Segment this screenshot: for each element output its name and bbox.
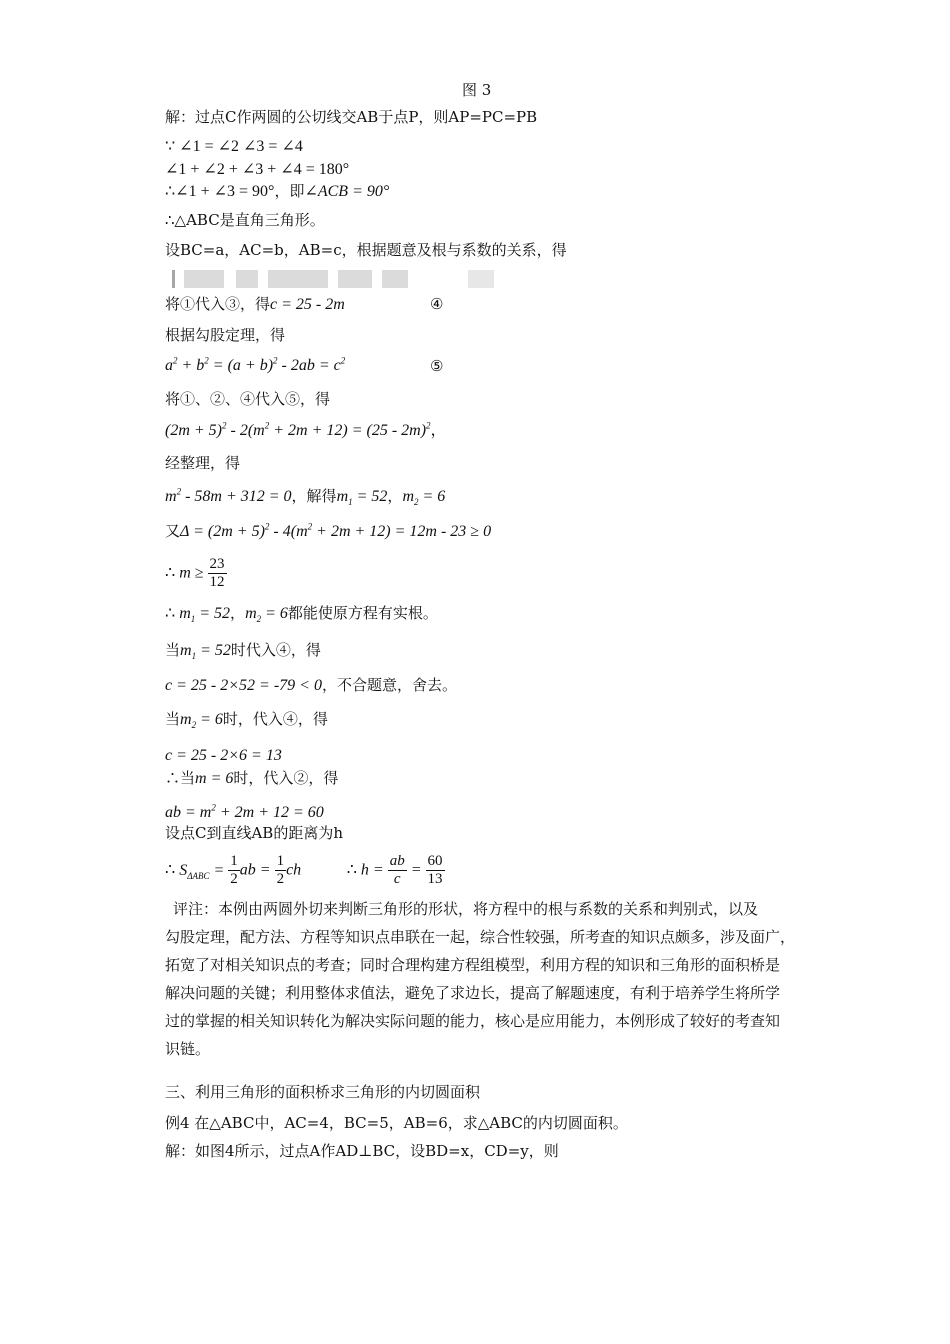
solution-line-1: 解：过点C作两圆的公切线交AB于点P，则AP=PC=PB	[165, 108, 538, 126]
garbled-equation-system-image	[172, 270, 502, 288]
solution-line-21: ab = $m^2 + 2m + 12 = 60$	[165, 802, 324, 821]
solution-line-8: 根据勾股定理，得	[165, 326, 286, 344]
comment-line: 勾股定理，配方法、方程等知识点串联在一起，综合性较强，所考查的知识点颇多，涉及面广，	[165, 928, 796, 946]
comment-line: 拓宽了对相关知识点的考查；同时合理构建方程组模型，利用方程的知识和三角形的面积桥是	[165, 956, 781, 974]
comment-line: 识链。	[165, 1040, 211, 1058]
solution-line-20: ∴当m = 6时，代入②，得	[165, 769, 339, 787]
solution-line-10: 将①、②、④代入⑤，得	[165, 390, 331, 408]
solution-line-m-ineq: ∴ m ≥ $\frac{23}{12}$	[165, 556, 225, 590]
solution-line-19: c = 25 - 2×6 = 13	[165, 747, 282, 764]
solution-line-18: 当$m_2 = 6$时，代入④，得	[165, 710, 328, 731]
example-4: 例4 在△ABC中，AC=4，BC=5，AB=6，求△ABC的内切圆面积。	[165, 1114, 628, 1132]
solution-line-15: ∴ $m_1 = 52$，$m_2 = 6$都能使原方程有实根。	[165, 604, 438, 625]
solution-line-23: ∴ $S_{\Delta ABC}$ = $\frac{1}{2}$ ab = $\frac{1}{2}$ ch ∴ h = $\frac{ab}{c}$ = $\frac{60}{13}$	[165, 853, 443, 887]
solution-line-12: 经整理，得	[165, 454, 241, 472]
solution-line-4: ∴∠1 + ∠3 = 90°，即∠ACB = 90°	[165, 182, 390, 200]
comment-line: 解决问题的关键；利用整体求值法，避免了求边长，提高了解题速度，有利于培养学生将所学	[165, 984, 781, 1002]
comment-paragraph	[165, 895, 825, 1063]
solution-line-17: c = 25 - 2×52 = -79 < 0，不合题意，舍去。	[165, 676, 457, 694]
comment-line: 过的掌握的相关知识转化为解决实际问题的能力，核心是应用能力，本例形成了较好的考查知	[165, 1012, 781, 1030]
section-heading-3: 三、利用三角形的面积桥求三角形的内切圆面积	[165, 1083, 481, 1101]
solution-line-6: 设BC=a，AC=b，AB=c，根据题意及根与系数的关系，得	[165, 241, 567, 259]
solution-line-22: 设点C到直线AB的距离为h	[165, 824, 343, 842]
solution-line-5: ∴△ABC是直角三角形。	[165, 211, 325, 229]
solution-line-14: 又$\Delta = (2m + 5)^2 - 4(m^2 + 2m + 12) = 12m - 23 \ge 0$	[165, 521, 492, 540]
solution-line-11: $(2m + 5)^2 - 2(m^2 + 2m + 12) = (25 - 2m)^2$，	[165, 420, 447, 439]
solution-line-13: $m^2 - 58m + 312 = 0$，解得$m_1 = 52$，$m_2 = 6$	[165, 486, 446, 508]
comment-line: 评注：本例由两圆外切来判断三角形的形状，将方程中的根与系数的关系和判别式，以及	[173, 900, 759, 918]
solution-line-16: 当$m_1 = 52$时代入④，得	[165, 641, 321, 662]
example-4-solution: 解：如图4所示，过点A作AD⊥BC，设BD=x，CD=y，则	[165, 1142, 559, 1160]
figure-caption: 图 3	[462, 81, 492, 99]
solution-line-7: 将①代入③，得c = 25 - 2m ④	[165, 295, 444, 313]
solution-line-2: ∵ ∠1 = ∠2 ∠3 = ∠4	[165, 138, 303, 155]
solution-line-3: ∠1 + ∠2 + ∠3 + ∠4 = 180°	[165, 161, 350, 178]
solution-line-9: $a^2 + b^2 = (a + b)^2 - 2ab = c^2$ ⑤	[165, 355, 444, 375]
